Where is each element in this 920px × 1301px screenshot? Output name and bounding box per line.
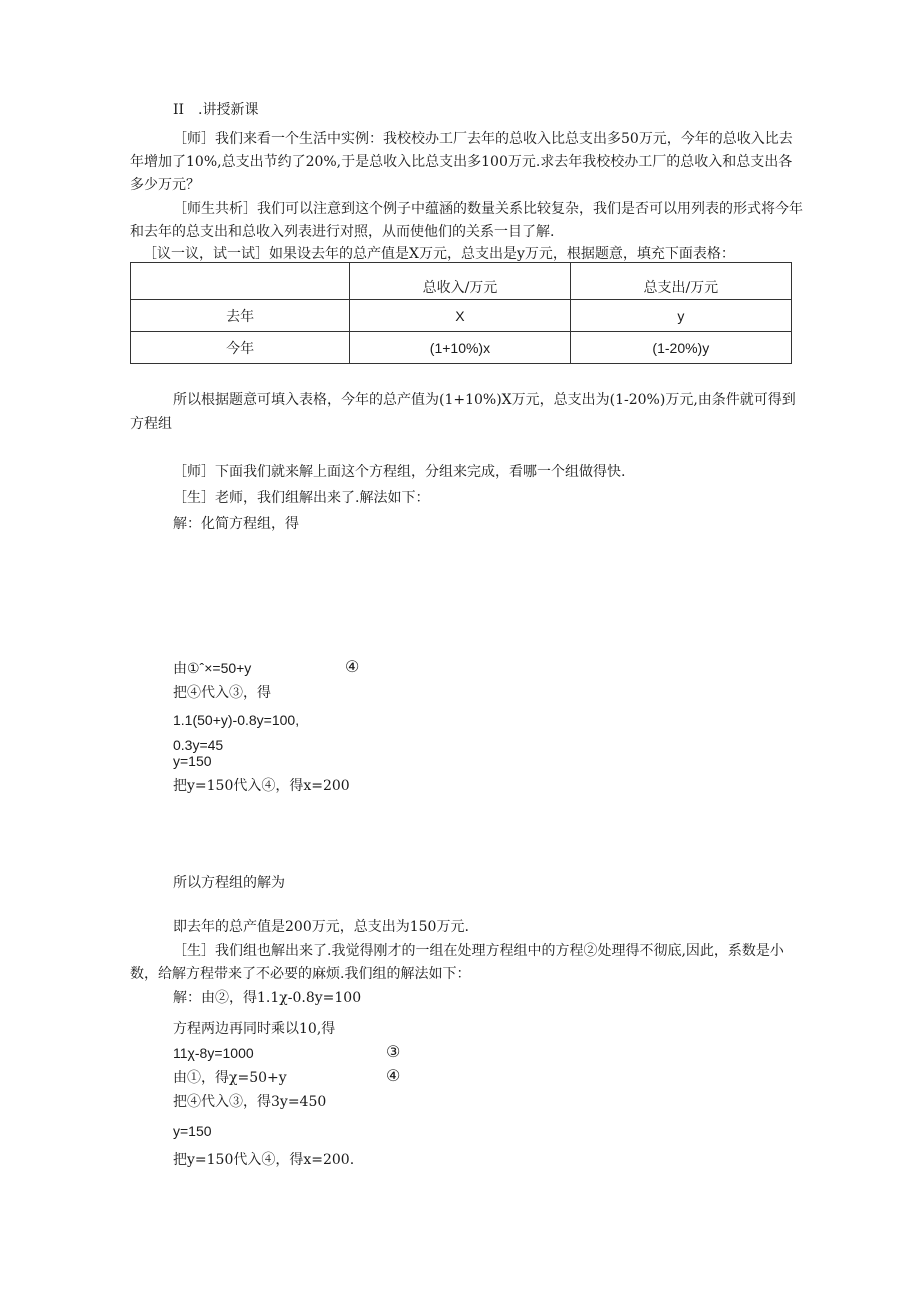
table-cell: y <box>570 300 791 332</box>
equation-line: y=150 <box>173 753 212 769</box>
paragraph-line: 即去年的总产值是200万元，总支出为150万元. <box>173 919 469 935</box>
paragraph-line: 方程组 <box>130 416 172 432</box>
paragraph-line: ［师］我们来看一个生活中实例：我校校办工厂去年的总收入比总支出多50万元，今年的总收入比去 <box>173 131 793 147</box>
paragraph-line: 数，给解方程带来了不必要的麻烦.我们组的解法如下： <box>130 966 471 982</box>
table-cell: 今年 <box>131 332 350 364</box>
paragraph-line: ［师］下面我们就来解上面这个方程组，分组来完成，看哪一个组做得快. <box>173 464 626 480</box>
equation-line: y=150 <box>173 1123 212 1139</box>
table-header-cell <box>131 263 350 300</box>
table-cell: X <box>350 300 570 332</box>
paragraph-line: ［生］老师，我们组解出来了.解法如下： <box>173 490 430 506</box>
table-cell: (1+10%)x <box>350 332 570 364</box>
equation-number: ④ <box>386 1066 401 1085</box>
equation-line: 11χ-8y=1000 <box>173 1045 254 1061</box>
paragraph-line: 解：化简方程组，得 <box>173 516 299 532</box>
table-header-cell: 总收入/万元 <box>350 263 570 300</box>
table-row <box>131 332 792 364</box>
equation-line: 1.1(50+y)-0.8y=100, <box>173 712 300 728</box>
paragraph-line: 所以根据题意可填入表格，今年的总产值为(1+10%)X万元，总支出为(1-20%)万元,由条件就可得到 <box>173 392 796 408</box>
section-heading: II .讲授新课 <box>173 102 259 118</box>
paragraph-line: 方程两边再同时乘以10,得 <box>173 1021 336 1037</box>
table-header-row <box>131 263 792 300</box>
paragraph-line: 多少万元？ <box>130 177 200 193</box>
paragraph-line: 所以方程组的解为 <box>173 875 285 891</box>
paragraph-line: 由①，得χ=50+y <box>173 1070 287 1086</box>
table-cell: 去年 <box>131 300 350 332</box>
equation-line: 由①ˆ×=50+y <box>173 660 252 676</box>
table-header-cell: 总支出/万元 <box>570 263 791 300</box>
equation-number: ④ <box>345 657 360 676</box>
paragraph-line: 把y=150代入④，得x=200 <box>173 778 350 794</box>
equation-number: ③ <box>386 1042 401 1061</box>
paragraph-line: 把y=150代入④，得x=200. <box>173 1152 355 1168</box>
paragraph-line: ［生］我们组也解出来了.我觉得刚才的一组在处理方程组中的方程②处理得不彻底,因此，系数是小 <box>173 943 784 959</box>
paragraph-line: 把④代入③，得3y=450 <box>173 1094 327 1110</box>
paragraph-line: 和去年的总支出和总收入列表进行对照，从而使他们的关系一目了解. <box>130 224 555 240</box>
paragraph-line: 把④代入③，得 <box>173 685 271 701</box>
data-table <box>130 262 792 364</box>
paragraph-line: 解：由②，得1.1χ-0.8y=100 <box>173 990 362 1006</box>
equation-line: 0.3y=45 <box>173 737 224 753</box>
paragraph-line: 年增加了10%,总支出节约了20%,于是总收入比总支出多100万元.求去年我校校办工厂的总收入和总支出各 <box>130 154 793 170</box>
paragraph-line: ［师生共析］我们可以注意到这个例子中蕴涵的数量关系比较复杂，我们是否可以用列表的形式将今年 <box>173 201 803 217</box>
table-cell: (1-20%)y <box>570 332 791 364</box>
table-row <box>131 300 792 332</box>
paragraph-line: ［议一议，试一试］如果设去年的总产值是X万元，总支出是y万元，根据题意，填充下面表格： <box>143 246 735 262</box>
